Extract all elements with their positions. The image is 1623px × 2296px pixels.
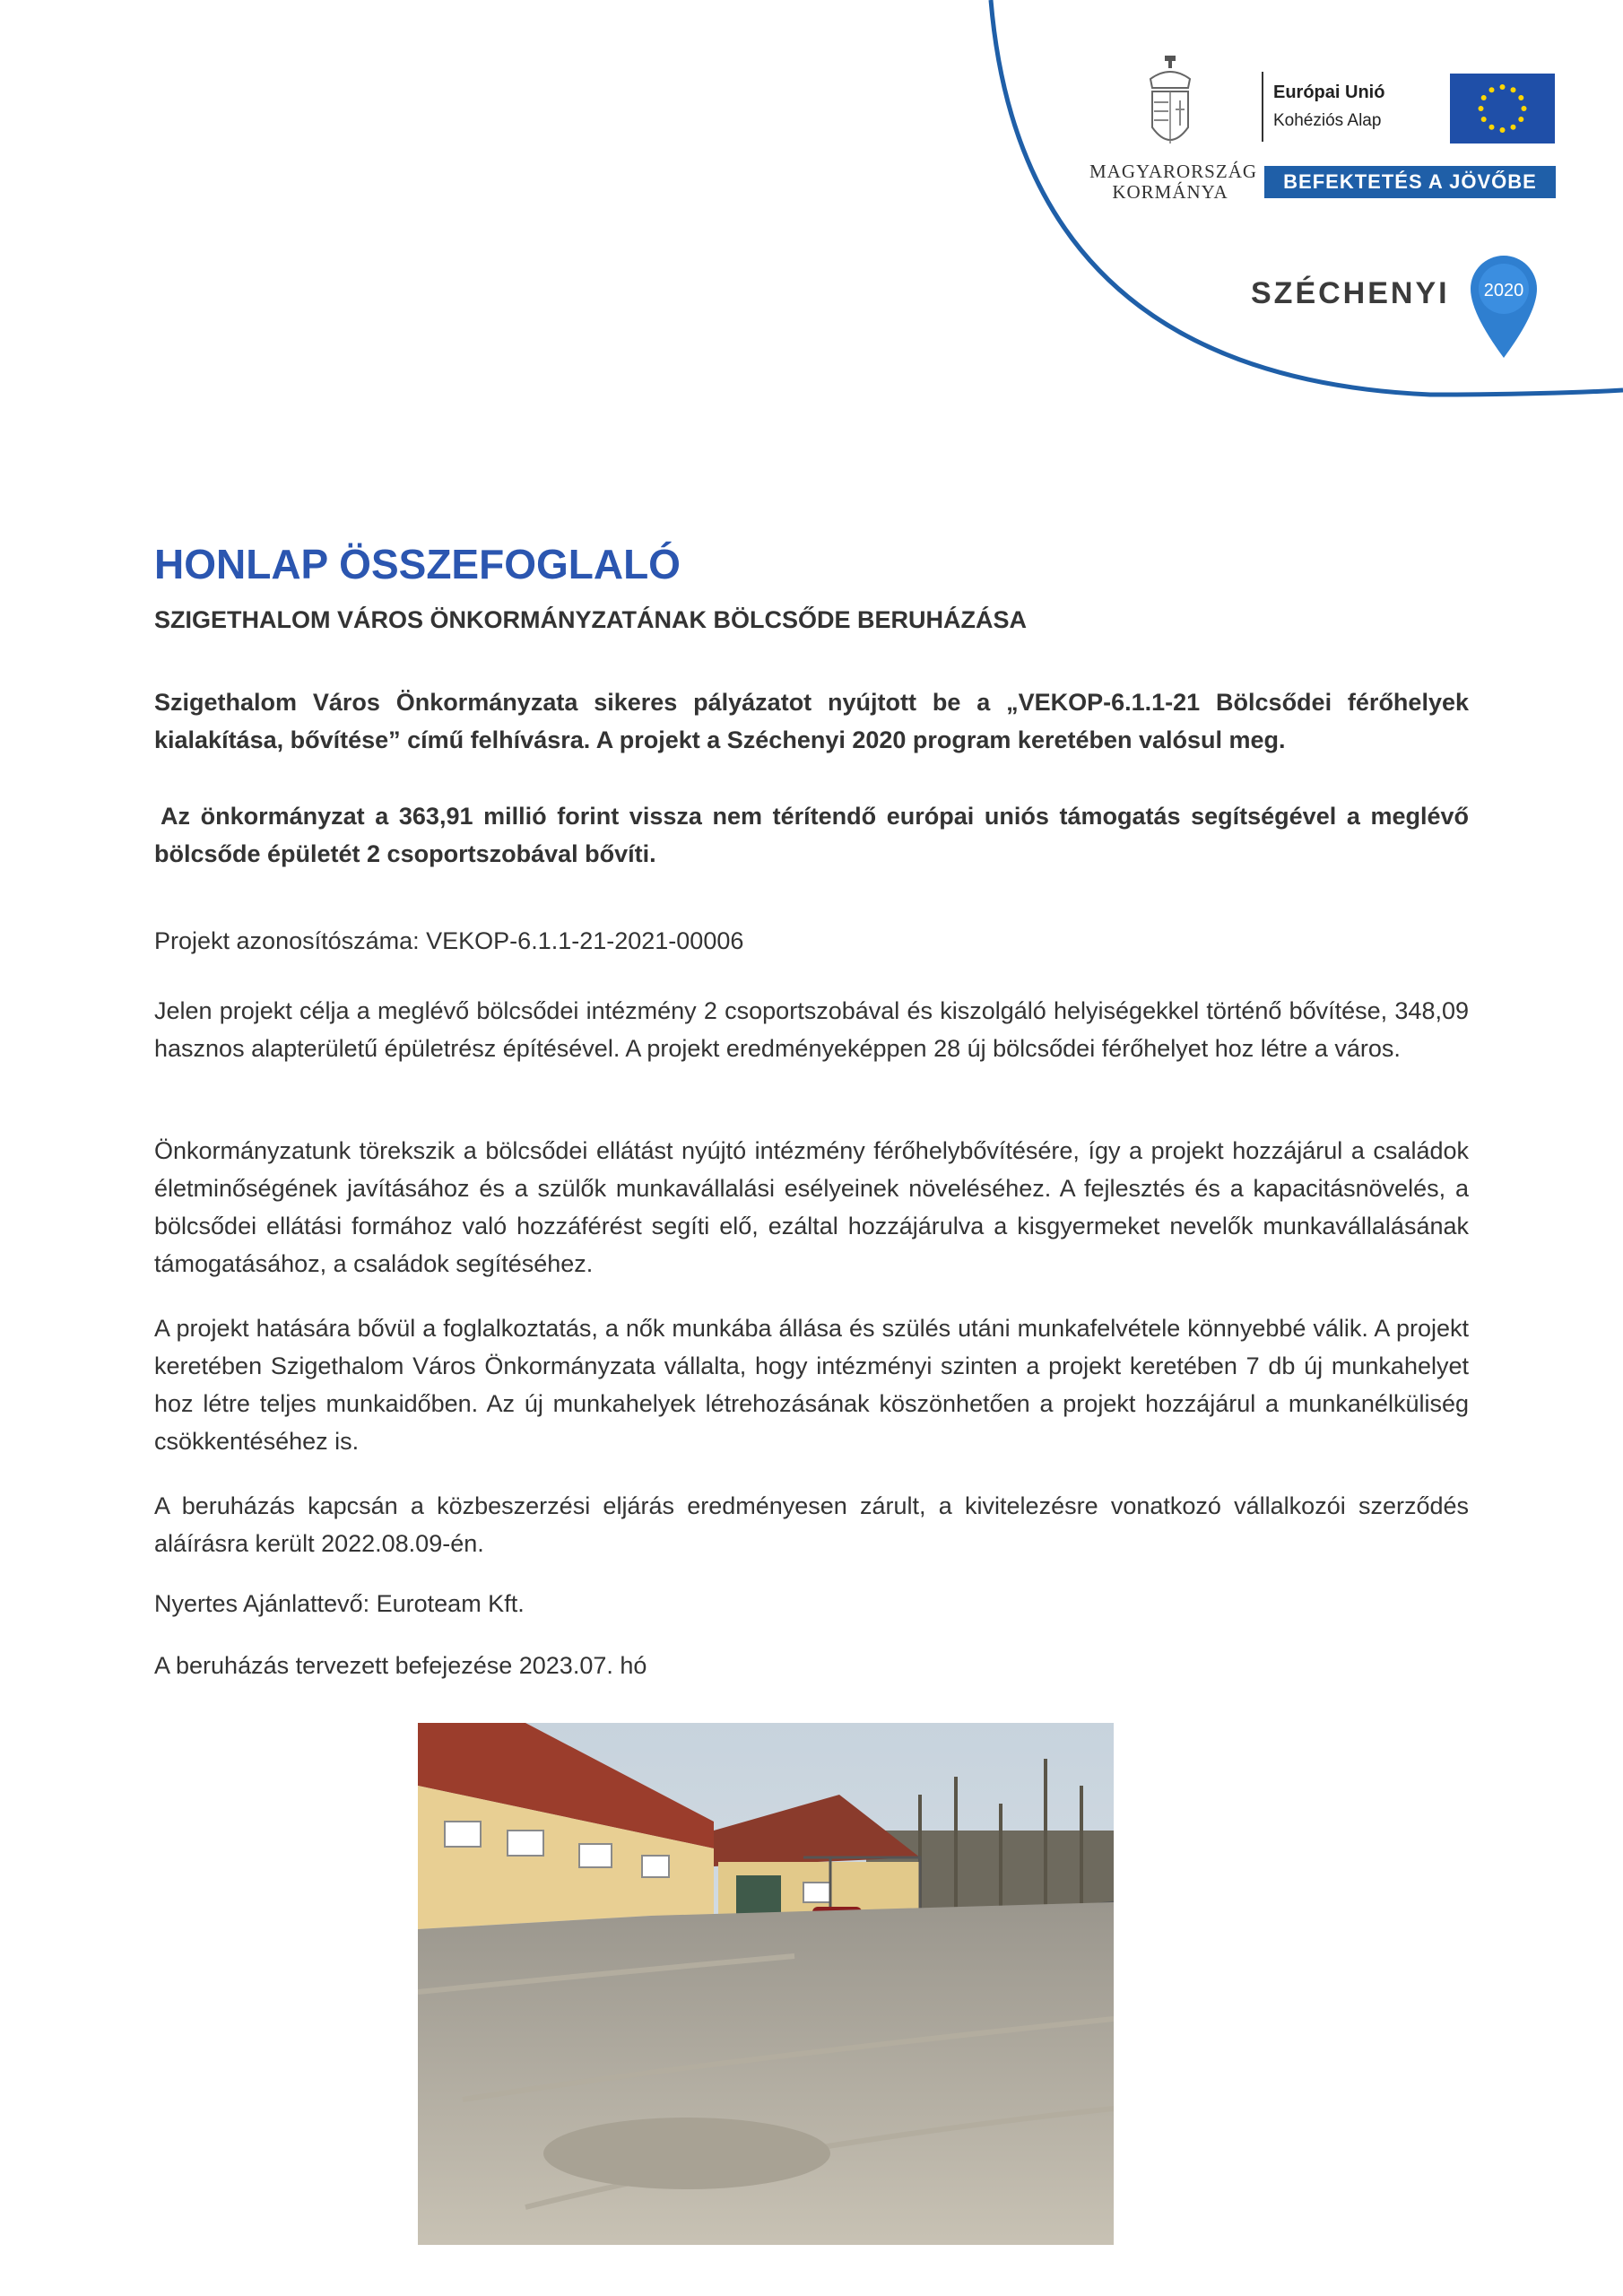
- befektetes-banner: BEFEKTETÉS A JÖVŐBE: [1264, 166, 1556, 198]
- effort-paragraph: Önkormányzatunk törekszik a bölcsődei ellátást nyújtó intézmény férőhelybővítésére, így a projekt hozzájárul a családok életminőségének javításához és a szülők munkavállalási esélyeinek növeléséhez. A fejlesztés és a kapacitásnövelés, a bölcsődei ellátási formához való hozzáférést segíti elő, ezáltal hozzájárulva a kisgyermeket nevelők munkavállalásának támogatásához, a családok segítéséhez.: [154, 1137, 1469, 1277]
- page-subtitle: SZIGETHALOM VÁROS ÖNKORMÁNYZATÁNAK BÖLCSŐDE BERUHÁZÁSA: [154, 606, 1027, 633]
- eu-logo-divider: [1262, 72, 1263, 142]
- eu-logo-line1: Európai Unió: [1273, 83, 1385, 102]
- support-paragraph: Az önkormányzat a 363,91 millió forint vissza nem térítendő európai uniós támogatás segítségével a meglévő bölcsőde épületét 2 csoportszobával bővíti.: [154, 803, 1469, 867]
- hu-logo-line1: MAGYARORSZÁG: [1089, 161, 1258, 182]
- nursery-building-photo: [418, 1723, 1114, 2245]
- winner-line: Nyertes Ajánlattevő: Euroteam Kft.: [154, 1590, 525, 1617]
- procurement-paragraph: A beruházás kapcsán a közbeszerzési eljárás eredményesen zárult, a kivitelezésre vonatkozó vállalkozói szerződés aláírásra került 2022.08.09-én.: [154, 1492, 1469, 1557]
- header-arc: [0, 0, 1623, 448]
- project-id: Projekt azonosítószáma: VEKOP-6.1.1-21-2021-00006: [154, 927, 744, 954]
- intro-paragraph: Szigethalom Város Önkormányzata sikeres pályázatot nyújtott be a „VEKOP-6.1.1-21 Bölcsődei férőhelyek kialakítása, bővítése” című felhívásra. A projekt a Széchenyi 2020 program keretében valósul meg.: [154, 689, 1469, 753]
- completion-line: A beruházás tervezett befejezése 2023.07. hó: [154, 1652, 647, 1679]
- location-pin-icon: [1468, 254, 1540, 360]
- eu-logo-line2: Kohéziós Alap: [1273, 111, 1382, 130]
- hu-logo-line2: KORMÁNYA: [1112, 181, 1228, 203]
- employment-paragraph: A projekt hatására bővül a foglalkoztatás, a nők munkába állása és szülés utáni munkafelvétele könnyebbé válik. A projekt keretében Szigethalom Város Önkormányzata vállalta, hogy intézményi szinten a projekt keretében 7 db új munkahelyet hoz létre teljes munkaidőben. Az új munkahelyek létrehozásának köszönhetően a projekt hozzájárul a munkanélküliség csökkentéséhez is.: [154, 1315, 1469, 1455]
- goal-paragraph: Jelen projekt célja a meglévő bölcsődei intézmény 2 csoportszobával és kiszolgáló helyiségekkel történő bővítése, 348,09 hasznos alapterületű épületrész építésével. A projekt eredményeképpen 28 új bölcsődei férőhelyet hoz létre a város.: [154, 997, 1469, 1062]
- hungarian-government-logo-text: [1089, 161, 1258, 203]
- szechenyi-logo-text: SZÉCHENYI: [1251, 276, 1450, 310]
- page-title: HONLAP ÖSSZEFOGLALÓ: [154, 541, 681, 587]
- eu-flag-icon: [1450, 74, 1555, 144]
- coat-of-arms-icon: [1143, 56, 1197, 156]
- szechenyi-year: 2020: [1483, 281, 1524, 300]
